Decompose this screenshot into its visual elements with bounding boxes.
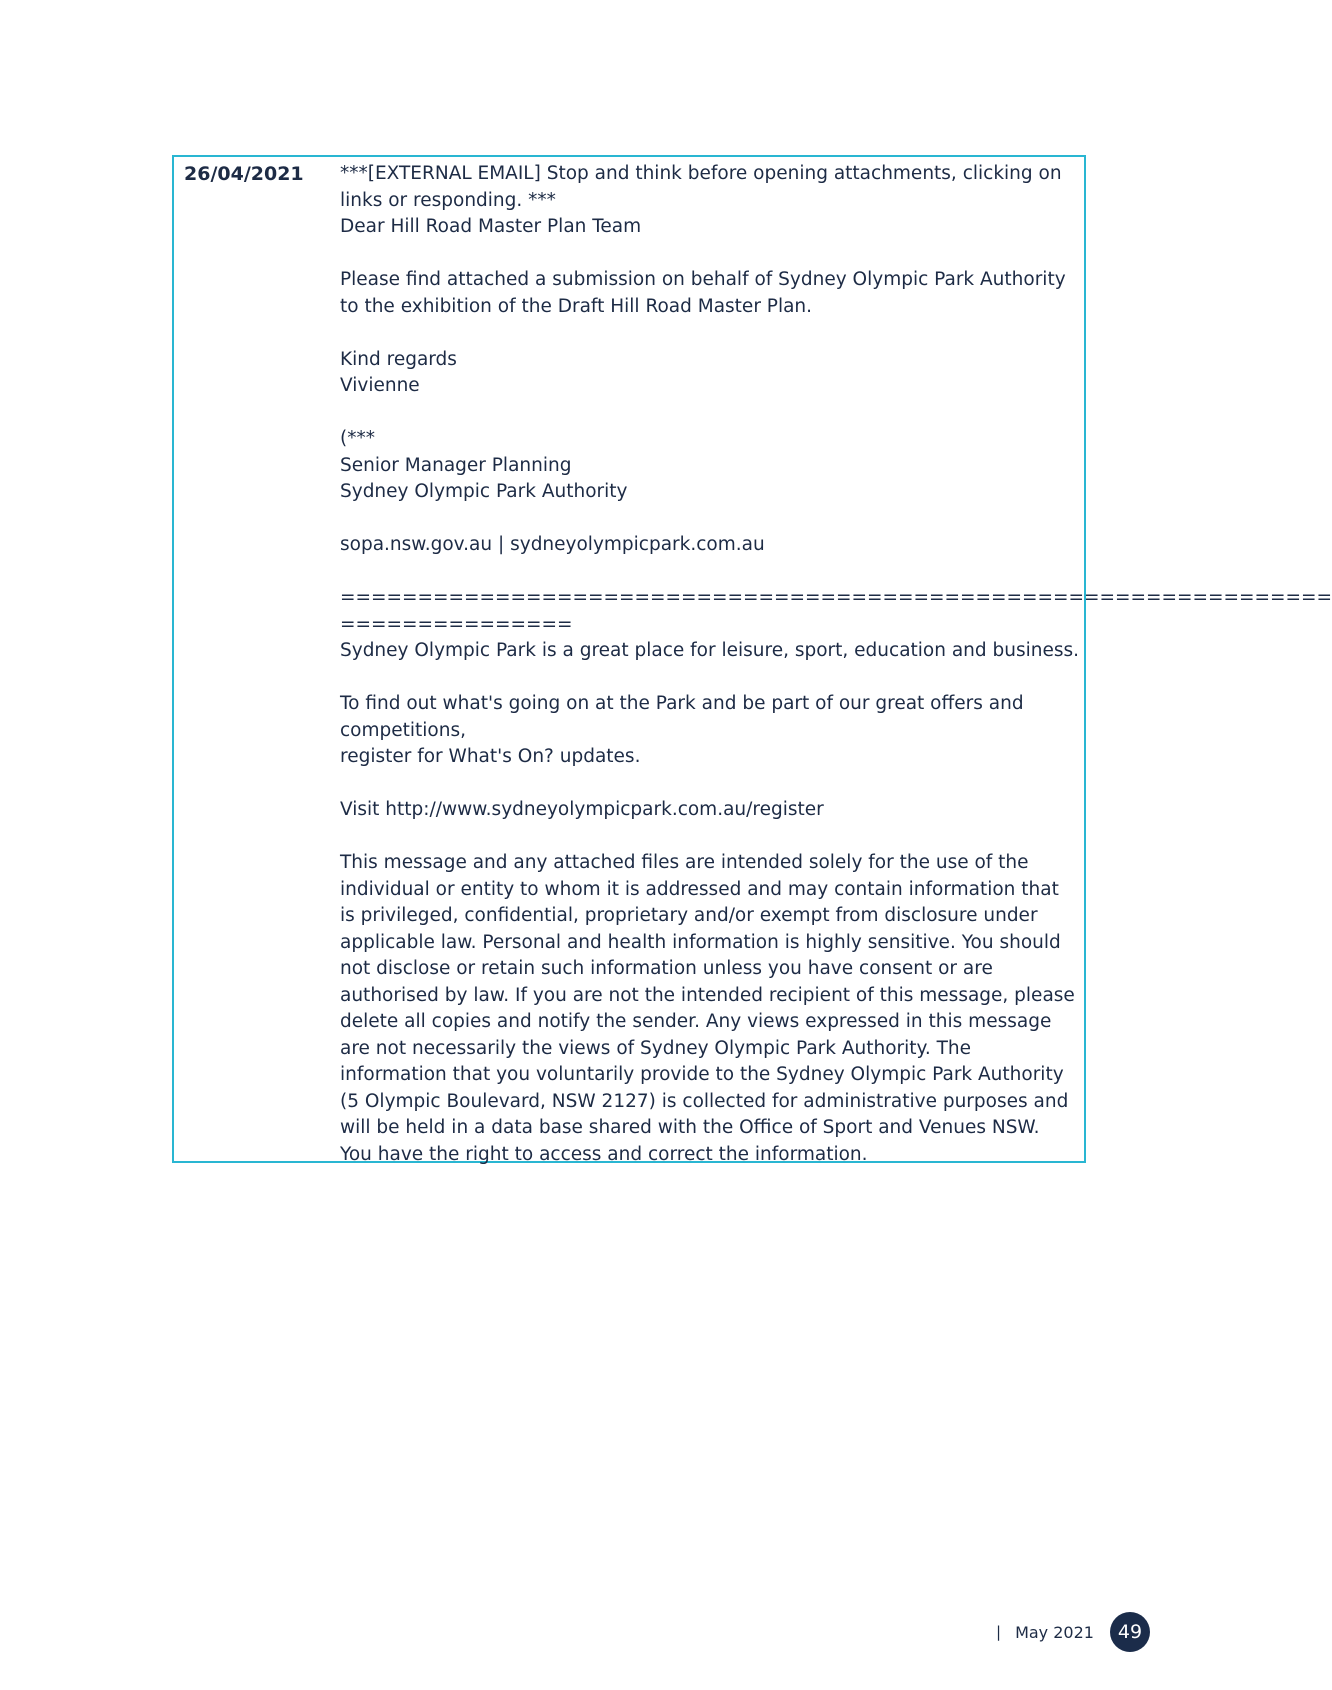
footer-separator: |	[996, 1623, 1002, 1641]
blank-line	[340, 506, 1082, 533]
email-line: not disclose or retain such information unless you have consent or are	[340, 958, 993, 979]
email-line: To find out what's going on at the Park and be part of our great offers and	[340, 693, 1024, 714]
email-line: Please find attached a submission on behalf of Sydney Olympic Park Authority	[340, 269, 1066, 290]
email-line: ***[EXTERNAL EMAIL] Stop and think before opening attachments, clicking on	[340, 163, 1062, 184]
email-line: will be held in a data base shared with the Office of Sport and Venues NSW.	[340, 1117, 1040, 1138]
email-line: applicable law. Personal and health information is highly sensitive. You should	[340, 931, 1061, 953]
submission-date: 26/04/2021	[184, 163, 304, 185]
email-line: sopa.nsw.gov.au | sydneyolympicpark.com.au	[340, 534, 765, 555]
email-line: links or responding. ***	[340, 189, 556, 211]
blank-line	[340, 771, 1082, 798]
footer-date: May 2021	[1015, 1622, 1094, 1642]
page-number-badge: 49	[1110, 1612, 1150, 1652]
email-line: delete all copies and notify the sender. Any views expressed in this message	[340, 1011, 1052, 1032]
email-line: are not necessarily the views of Sydney Olympic Park Authority. The	[340, 1037, 972, 1059]
email-line: Kind regards	[340, 348, 457, 370]
email-line: register for What's On? updates.	[340, 746, 641, 767]
email-line: Sydney Olympic Park Authority	[340, 481, 628, 502]
submission-table	[172, 155, 1332, 1165]
email-line: This message and any attached files are intended solely for the use of the	[340, 852, 1029, 873]
blank-line	[340, 241, 1082, 268]
email-line: information that you voluntarily provide to the Sydney Olympic Park Authority	[340, 1064, 1064, 1085]
email-line: Senior Manager Planning	[340, 454, 572, 476]
blank-line	[340, 400, 1082, 427]
email-line: Dear Hill Road Master Plan Team	[340, 216, 642, 237]
email-line: ================================================================	[340, 587, 1332, 608]
email-line: (5 Olympic Boulevard, NSW 2127) is collected for administrative purposes and	[340, 1090, 1069, 1112]
blank-line	[340, 665, 1082, 692]
email-line: competitions,	[340, 719, 466, 741]
email-line: to the exhibition of the Draft Hill Road Master Plan.	[340, 295, 813, 317]
blank-line	[340, 824, 1082, 851]
blank-line	[340, 559, 1082, 586]
email-line: (***	[340, 428, 375, 449]
email-line: is privileged, confidential, proprietary and/or exempt from disclosure under	[340, 905, 1038, 926]
email-line: ===============	[340, 613, 573, 635]
blank-line	[340, 320, 1082, 347]
page-footer	[996, 1610, 1150, 1654]
email-line: authorised by law. If you are not the intended recipient of this message, please	[340, 984, 1075, 1006]
email-line: Visit http://www.sydneyolympicpark.com.au/register	[340, 799, 824, 820]
email-line: Vivienne	[340, 375, 420, 396]
email-line: Sydney Olympic Park is a great place for leisure, sport, education and business.	[340, 640, 1080, 661]
email-line: You have the right to access and correct the information.	[340, 1143, 868, 1165]
email-body	[340, 161, 1332, 1168]
email-line: individual or entity to whom it is addressed and may contain information that	[340, 878, 1059, 900]
